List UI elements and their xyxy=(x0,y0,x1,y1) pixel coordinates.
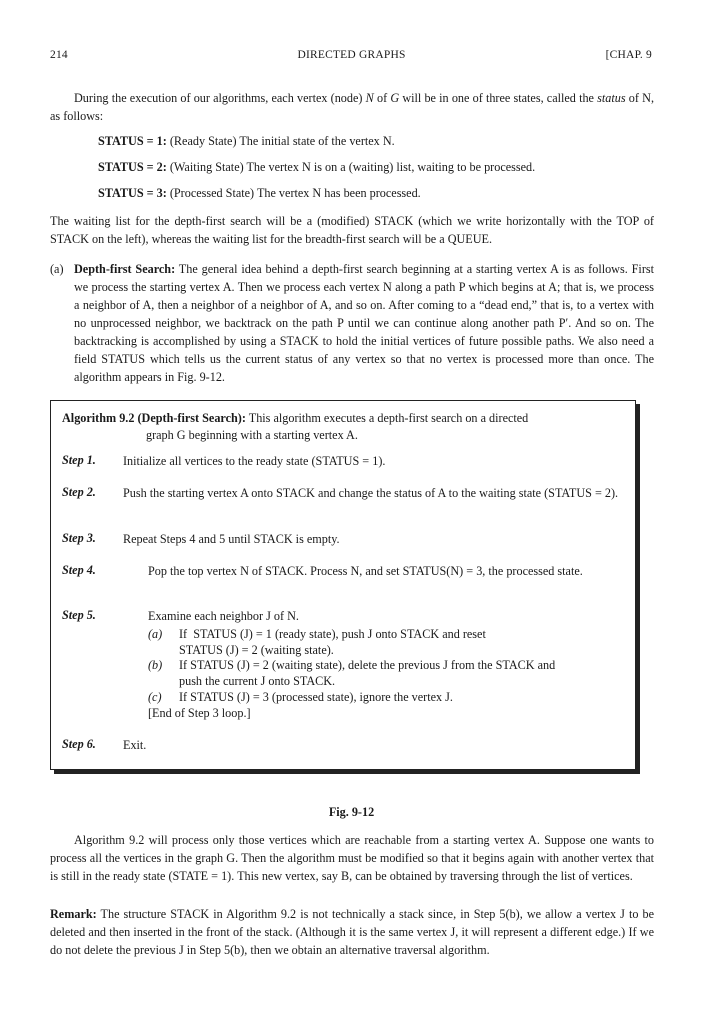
status-item-1 xyxy=(98,134,395,149)
substep-b-text: If STATUS (J) = 2 (waiting state), delete the previous J from the STACK and xyxy=(179,658,556,672)
status-item-2 xyxy=(98,160,535,175)
substep-c-marker: (c) xyxy=(148,690,162,704)
substep-b-cont: push the current J onto STACK. xyxy=(179,674,336,688)
step-5-label: Step 5. xyxy=(62,608,96,622)
substep-a-text: If STATUS (J) = 1 (ready state), push J onto STACK and reset xyxy=(179,627,486,641)
end-loop-note: [End of Step 3 loop.] xyxy=(148,706,251,720)
status-text-3: (Processed State) The vertex N has been processed. xyxy=(169,186,421,200)
step-5-text: Examine each neighbor J of N. xyxy=(148,609,299,623)
after-paragraph: Algorithm 9.2 will process only those vertices which are reachable from a starting vertex A. Suppose one wants to process all the vertices in the graph G. Then the algorithm must be modified so that it begins again with another vertex that is still in the ready state (STATE = 1). This new vertex, say B, can be obtained by traversing through the list of vertices. xyxy=(50,833,654,883)
substep-b-marker: (b) xyxy=(148,658,163,672)
intro-text-1: During the execution of our algorithms, each vertex (node) xyxy=(74,91,366,105)
intro-text-2: of xyxy=(373,91,391,105)
intro-status-word: status xyxy=(597,91,626,105)
substep-a-cont: STATUS (J) = 2 (waiting state). xyxy=(179,643,334,657)
step-4-label: Step 4. xyxy=(62,563,96,577)
intro-paragraph xyxy=(50,89,654,125)
step-3-text: Repeat Steps 4 and 5 until STACK is empty. xyxy=(123,532,340,546)
page-number: 214 xyxy=(50,49,68,61)
status-label-3: STATUS = 3: xyxy=(98,186,167,200)
step-6-text: Exit. xyxy=(123,738,147,752)
remark-paragraph xyxy=(50,905,654,959)
step-2-text: Push the starting vertex A onto STACK and change the status of A to the waiting state (STATUS = 2). xyxy=(123,486,619,500)
step-3-label: Step 3. xyxy=(62,531,96,545)
step-6-label: Step 6. xyxy=(62,737,96,751)
figure-caption: Fig. 9-12 xyxy=(328,805,375,819)
status-item-3 xyxy=(98,186,421,201)
step-2-label: Step 2. xyxy=(62,485,96,499)
chapter-title: DIRECTED GRAPHS xyxy=(297,49,406,61)
remark-text: The structure STACK in Algorithm 9.2 is not technically a stack since, in Step 5(b), we allow a vertex J to be deleted and then inserted in the front of the stack. (Although it is the same vertex J, it will represent a different edge.) If we do not delete the previous J in Step 5(b), then we obtain an alternative traversal algorithm. xyxy=(50,907,654,957)
waiting-list-paragraph: The waiting list for the depth-first search will be a (modified) STACK (which we write horizontally with the TOP of STACK on the left), whereas the waiting list for the breadth-first search will be a QUEUE. xyxy=(50,214,654,246)
algorithm-title: Algorithm 9.2 (Depth-first Search): xyxy=(62,411,246,425)
dfs-title: Depth-first Search: xyxy=(74,262,176,276)
remark-label: Remark: xyxy=(50,907,97,921)
dfs-text: The general idea behind a depth-first search beginning at a starting vertex A is as follows. First we process the starting vertex A. Then we process each vertex N along a path P which begins at A; that is, we process a neighbor of A, then a neighbor of a neighbor of A, and so on. After coming to a “dead end,” that is, to a vertex with no unprocessed neighbor, we backtrack on the path P until we can continue along another path P′. And so on. The backtracking is accomplished by using a STACK to hold the initial vertices of future possible paths. We also need a field STATUS which tells us the current status of any vertex so that no vertex is processed more than once. The algorithm appears in Fig. 9-12. xyxy=(74,262,655,384)
algorithm-box xyxy=(50,400,636,770)
status-label-2: STATUS = 2: xyxy=(98,160,167,174)
algorithm-intro-line-2: graph G beginning with a starting vertex A. xyxy=(146,428,358,442)
algorithm-intro-1: This algorithm executes a depth-first search on a directed xyxy=(248,411,529,425)
intro-var-n: N xyxy=(365,91,374,105)
step-4-text: Pop the top vertex N of STACK. Process N, and set STATUS(N) = 3, the processed state. xyxy=(148,564,583,578)
substep-a-marker: (a) xyxy=(148,627,163,641)
step-1-label: Step 1. xyxy=(62,453,96,467)
dfs-marker: (a) xyxy=(50,262,64,276)
status-text-2: (Waiting State) The vertex N is on a (waiting) list, waiting to be processed. xyxy=(169,160,536,174)
step-1-text: Initialize all vertices to the ready state (STATUS = 1). xyxy=(123,454,386,468)
status-text-1: (Ready State) The initial state of the vertex N. xyxy=(169,134,395,148)
dfs-paragraph xyxy=(74,260,654,386)
intro-var-g: G xyxy=(390,91,400,105)
algorithm-header xyxy=(62,410,624,426)
status-label-1: STATUS = 1: xyxy=(98,134,167,148)
chapter-ref: [CHAP. 9 xyxy=(605,49,652,61)
intro-text-4: of N, as follows: xyxy=(50,91,654,123)
intro-text-3: will be in one of three states, called the xyxy=(399,91,598,105)
substep-c-text: If STATUS (J) = 3 (processed state), ignore the vertex J. xyxy=(179,690,453,704)
